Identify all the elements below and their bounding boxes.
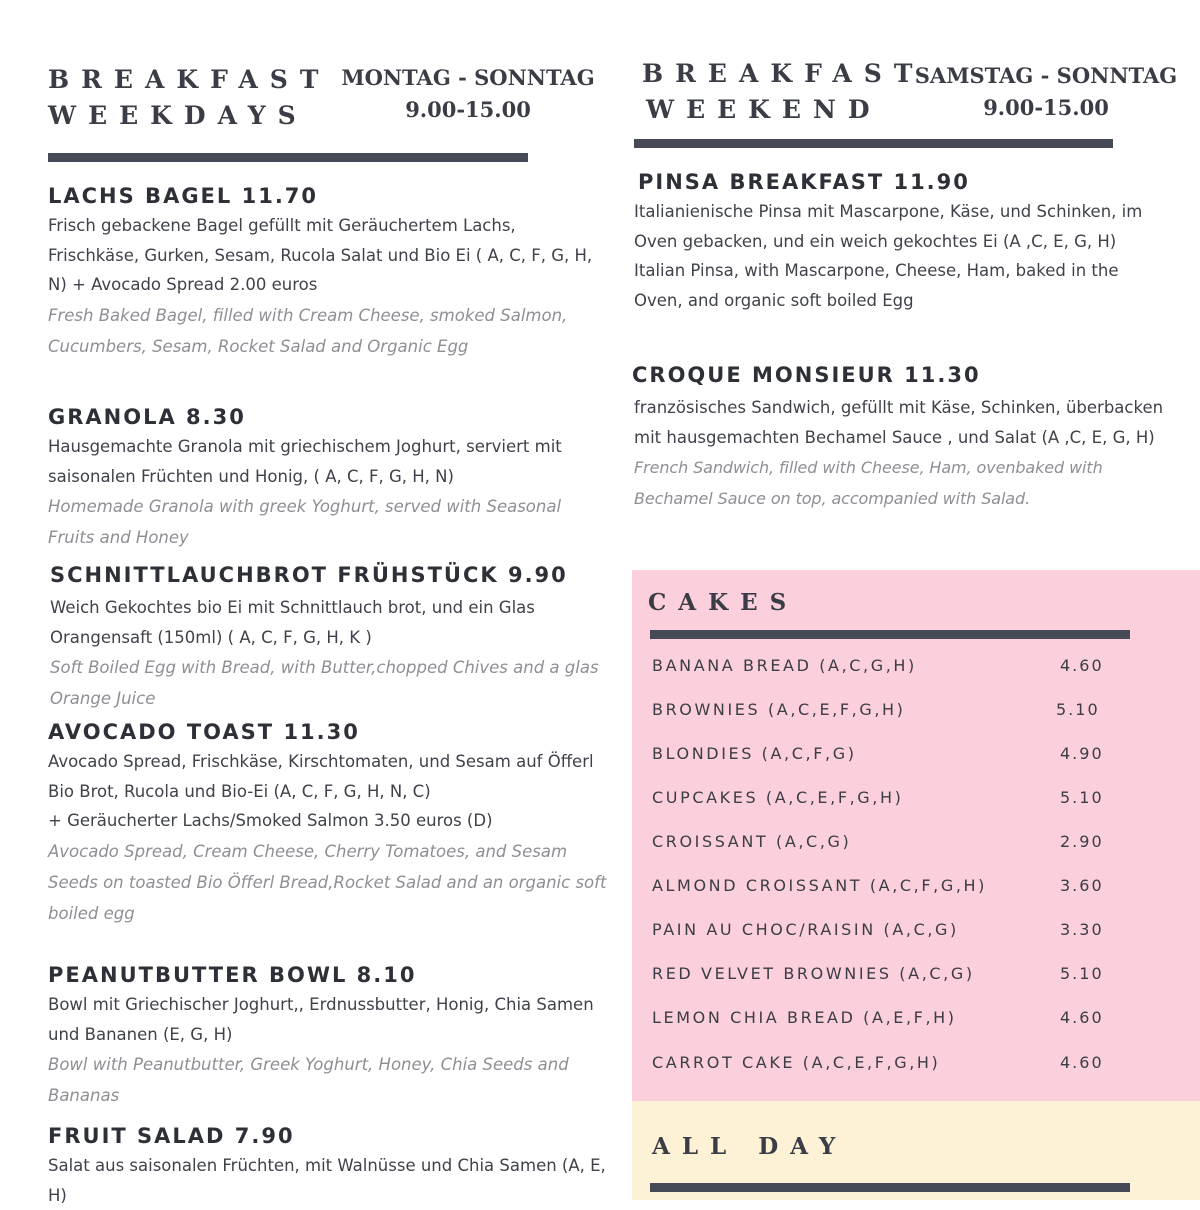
cake-row-red-velvet-brownies xyxy=(652,959,1152,989)
cake-price: 5.10 xyxy=(1060,964,1104,983)
cake-price: 4.90 xyxy=(1060,744,1104,763)
cake-name: CROISSANT (A,C,G) xyxy=(652,832,852,851)
weekdays-days: MONTAG - SONNTAG xyxy=(341,65,595,90)
item-description-de: Salat aus saisonalen Früchten, mit Walnüsse und Chia Samen (A, E, H) xyxy=(48,1156,606,1205)
cake-name: CUPCAKES (A,C,E,F,G,H) xyxy=(652,788,904,807)
item-description-en: Bowl with Peanutbutter, Greek Yoghurt, Honey, Chia Seeds and Bananas xyxy=(48,1055,569,1105)
cake-row-almond-croissant xyxy=(652,871,1152,901)
allday-title: ALL DAY xyxy=(652,1133,848,1160)
cake-name: BLONDIES (A,C,F,G) xyxy=(652,744,857,763)
weekend-hours: 9.00-15.00 xyxy=(983,95,1109,120)
cake-price: 4.60 xyxy=(1060,656,1104,675)
item-description-en: Soft Boiled Egg with Bread, with Butter,chopped Chives and a glas Orange Juice xyxy=(50,658,599,708)
cake-name: BROWNIES (A,C,E,F,G,H) xyxy=(652,700,906,719)
weekend-divider xyxy=(634,139,1113,148)
item-description-en: French Sandwich, filled with Cheese, Ham, ovenbaked with Bechamel Sauce on top, accompanied with Salad. xyxy=(634,458,1103,508)
menu-item-pinsa-breakfast xyxy=(634,167,1154,315)
item-title: SCHNITTLAUCHBROT FRÜHSTÜCK 9.90 xyxy=(50,563,568,587)
item-title: GRANOLA 8.30 xyxy=(48,405,246,429)
weekdays-divider xyxy=(48,153,528,162)
cake-price: 3.60 xyxy=(1060,876,1104,895)
item-description-de: Avocado Spread, Frischkäse, Kirschtomaten, und Sesam auf Öfferl Bio Brot, Rucola und Bio-Ei (A, C, F, G, H, N, C) xyxy=(48,752,594,801)
item-addon: + Geräucherter Lachs/Smoked Salmon 3.50 euros (D) xyxy=(48,811,493,830)
weekdays-title-line1: BREAKFAST xyxy=(48,65,331,94)
item-description-de: Hausgemachte Granola mit griechischem Joghurt, serviert mit saisonalen Früchten und Honig, ( A, C, F, G, H, N) xyxy=(48,437,562,486)
item-description-de: Weich Gekochtes bio Ei mit Schnittlauch brot, und ein Glas Orangensaft (150ml) ( A, C, F, G, H, K ) xyxy=(50,598,535,647)
cake-row-carrot-cake xyxy=(652,1048,1152,1078)
cake-name: RED VELVET BROWNIES (A,C,G) xyxy=(652,964,975,983)
menu-item-fruit-salad xyxy=(48,1121,608,1210)
cake-name: BANANA BREAD (A,C,G,H) xyxy=(652,656,917,675)
cake-price: 5.10 xyxy=(1056,700,1100,719)
allday-panel xyxy=(632,1101,1200,1200)
weekend-title-line2: WEEKEND xyxy=(646,95,882,124)
item-description-de: französisches Sandwich, gefüllt mit Käse, Schinken, überbacken mit hausgemachten Bechamel Sauce , und Salat (A ,C, E, G, H) xyxy=(634,398,1164,447)
cake-row-croissant xyxy=(652,827,1152,857)
cake-row-cupcakes xyxy=(652,783,1152,813)
item-description-en: Avocado Spread, Cream Cheese, Cherry Tomatoes, and Sesam Seeds on toasted Bio Öfferl Bread,Rocket Salad and an organic soft boiled egg xyxy=(48,841,607,923)
item-description-en: Fresh Baked Bagel, filled with Cream Cheese, smoked Salmon, Cucumbers, Sesam, Rocket Salad and Organic Egg xyxy=(48,305,568,356)
cakes-title: CAKES xyxy=(648,589,799,616)
cakes-panel xyxy=(632,570,1200,1101)
cake-price: 4.60 xyxy=(1060,1053,1104,1072)
item-title: FRUIT SALAD 7.90 xyxy=(48,1124,295,1148)
item-title: AVOCADO TOAST 11.30 xyxy=(48,720,360,744)
item-title: LACHS BAGEL 11.70 xyxy=(48,184,319,208)
menu-item-avocado-toast xyxy=(48,717,608,929)
weekend-days: SAMSTAG - SONNTAG xyxy=(914,63,1178,88)
cake-row-blondies xyxy=(652,739,1152,769)
weekdays-header xyxy=(48,62,608,142)
cake-name: ALMOND CROISSANT (A,C,F,G,H) xyxy=(652,876,987,895)
allday-divider xyxy=(650,1183,1130,1192)
menu-item-croque-monsieur xyxy=(632,360,1172,514)
menu-item-schnittlauchbrot xyxy=(50,560,610,714)
cake-row-lemon-chia-bread xyxy=(652,1003,1152,1033)
item-description-de: Bowl mit Griechischer Joghurt,, Erdnussbutter, Honig, Chia Samen und Bananen (E, G, H) xyxy=(48,995,594,1044)
menu-item-granola xyxy=(48,402,598,553)
item-title: PEANUTBUTTER BOWL 8.10 xyxy=(48,963,417,987)
weekdays-hours: 9.00-15.00 xyxy=(405,97,531,122)
item-description-de: Italianienische Pinsa mit Mascarpone, Käse, und Schinken, im Oven gebacken, und ein weich gekochtes Ei (A ,C, E, G, H) xyxy=(634,202,1143,251)
item-title: CROQUE MONSIEUR 11.30 xyxy=(632,363,981,387)
cake-price: 5.10 xyxy=(1060,788,1104,807)
menu-item-lachs-bagel xyxy=(48,181,598,362)
cake-price: 4.60 xyxy=(1060,1008,1104,1027)
item-description-en: Homemade Granola with greek Yoghurt, served with Seasonal Fruits and Honey xyxy=(48,497,562,547)
cake-name: PAIN AU CHOC/RAISIN (A,C,G) xyxy=(652,920,959,939)
item-description-de: Frisch gebackene Bagel gefüllt mit Geräuchertem Lachs, Frischkäse, Gurken, Sesam, Rucola Salat und Bio Ei ( A, C, F, G, H, N) + Avocado Spread 2.00 euros xyxy=(48,216,593,294)
cake-row-banana-bread xyxy=(652,651,1152,681)
item-description-en: Italian Pinsa, with Mascarpone, Cheese, Ham, baked in the Oven, and organic soft boiled Egg xyxy=(634,261,1119,310)
weekend-title-line1: BREAKFAST xyxy=(642,59,925,88)
item-title: PINSA BREAKFAST 11.90 xyxy=(638,170,970,194)
cake-name: CARROT CAKE (A,C,E,F,G,H) xyxy=(652,1053,941,1072)
cakes-divider xyxy=(650,630,1130,639)
menu-item-peanutbutter-bowl xyxy=(48,960,598,1111)
weekdays-title-line2: WEEKDAYS xyxy=(48,101,308,130)
cake-row-pain-au-choc xyxy=(652,915,1152,945)
cake-price: 3.30 xyxy=(1060,920,1104,939)
cake-row-brownies xyxy=(652,695,1152,725)
cake-price: 2.90 xyxy=(1060,832,1104,851)
cake-name: LEMON CHIA BREAD (A,E,F,H) xyxy=(652,1008,957,1027)
